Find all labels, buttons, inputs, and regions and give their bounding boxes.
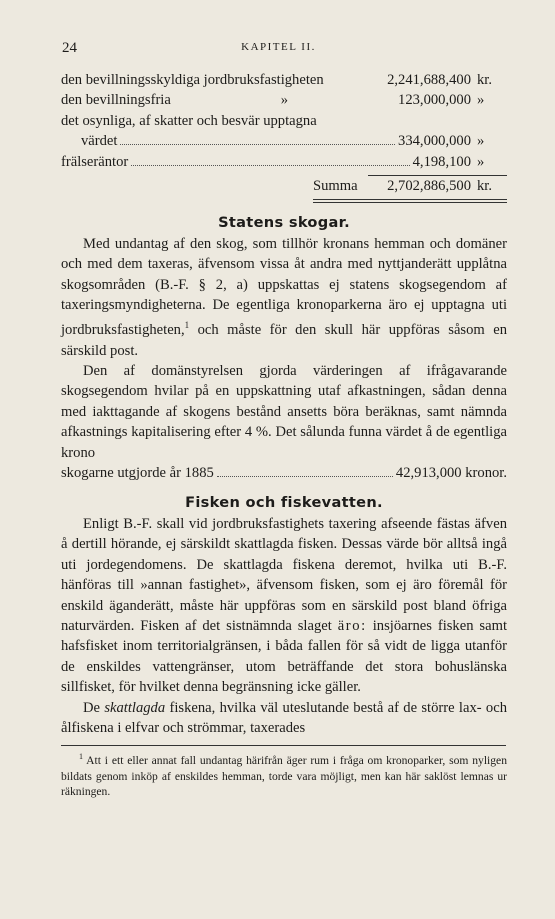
double-rule	[313, 199, 507, 203]
page-header	[62, 40, 495, 56]
paragraph: De skattlagda fiskena, hvilka väl uteslutande bestå af de större lax- och ålfiskena i elfvar och strömmar, taxerades	[61, 699, 507, 736]
table-row: den bevillningsskyldiga jordbruksfastigheten 2,241,688,400 kr.	[61, 72, 492, 88]
sum-row: Summa 2,702,886,500 kr.	[313, 177, 492, 194]
footnote-ref: 1	[184, 320, 190, 331]
leader-dots	[120, 144, 395, 145]
paragraph-last-line: skogarne utgjorde år 1885 42,913,000 kronor.	[61, 465, 507, 482]
table-row: det osynliga, af skatter och besvär upptagna	[61, 112, 317, 129]
leader-dots	[131, 165, 409, 166]
table-row: frälseräntor 4,198,100 »	[61, 153, 485, 170]
table-row: värdet 334,000,000 »	[81, 133, 485, 150]
page-body	[61, 70, 507, 800]
leader-dots	[217, 476, 393, 477]
table-row: den bevillningsfria » 123,000,000 »	[61, 90, 507, 110]
running-head: KAPITEL II.	[241, 41, 316, 53]
paragraph: Enligt B.-F. skall vid jordbruksfastighets taxering afseende fästas äfven å dertill hörande, ej särskildt skattlagda fisken. Dessas värde bör alltså ingå uti jordegendomens. De skattlagda fiskena deremot, hvilka uti B.-F. hänföras till »annan fastighet», äfvensom fisken, som ej äro föremål för enskild äganderätt, måste här uppföras som en särskild post bland öfriga naturvärden. Fisken af det sistnämnda slaget äro: insjöarnes fisken samt hafsfisket inom territorialgränsen, i båda fallen för så vidt de ligga utanför de enskildes vattengränser, utom beträffande det stora bohuslänska sillfisket, för hvilket denna begränsning icke gäller.	[61, 515, 507, 696]
section-heading: Fisken och fiskevatten.	[185, 494, 383, 512]
footnote: $^1$ Att i ett eller annat fall undantag härifrån äger rum i fråga om kronoparker, som nyligen bildats genom inköp af enskildes hemman, torde vara möjligt, men kan här saklöst lemnas ur räkningen.	[61, 752, 507, 799]
paragraph: Den af domänstyrelsen gjorda värderingen af ifrågavarande skogsegendom hvilar på en uppskattning utaf afkastningen, sådan denna med iakttagande af skogens bestånd ansetts böra beräknas, samt nämnda afkastnings kapitalisering efter 4 %. Det sålunda funna värdet å de egentliga krono	[61, 363, 507, 461]
section-heading: Statens skogar.	[218, 214, 350, 232]
footnote-rule	[61, 745, 506, 746]
page-number: 24	[62, 40, 77, 56]
ditto-mark: »	[280, 92, 289, 109]
paragraph: Med undantag af den skog, som tillhör kronans hemman och domäner och med dem taxeras, äfvensom vissa åt andra med nyttjanderätt upplåtna skogsområden (B.-F. § 2, a) uppskattas ej statens skogsegendom af taxeringsmyndigheterna. De egentliga kronoparkerna äro ej upptagna uti jordbruksfastigheten,$^1$ och måste för den skull här uppföras såsom en särskild post.	[61, 235, 507, 359]
